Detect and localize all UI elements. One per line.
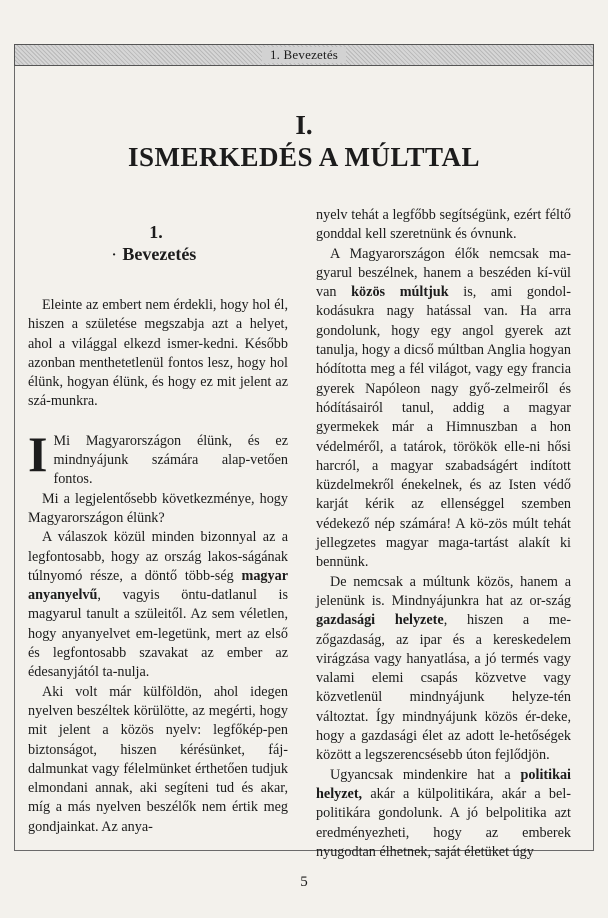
bold-term: magyar anyanyelvű <box>28 567 288 604</box>
dropcap-letter: I <box>28 425 48 482</box>
paragraph: nyelv tehát a legfőbb segítségünk, ezért féltő gonddal kell szeretnünk és óvnunk. <box>316 207 571 243</box>
text-run: is, ami gondol-kodásukra nagy hatással van. Ha arra gondolunk, hogy egy angol gyerek azt tanulja, hogy a dicső múltban Anglia hogyan hódította meg a fél világot, vagy egy francia gyerek Napóleon nagy győ-zelmeiről és hódításairól tanul, addig a magyar gyermekek már a Himnuszban a hon védelméről, a tatárok, törökök elle-ni hősi harcról, a magyar szabadságért indított küzdelmekről énekelnek, és az Isten védő karját kérik az ellenséggel szemben védekező nép számára! A kö-zös múlt tehát jellegzetes magyar maga-tartást alakít ki bennünk. <box>316 284 571 571</box>
section-number: 1. <box>149 222 163 242</box>
paragraph <box>316 766 571 862</box>
text-run: , hiszen a me-zőgazdaság, az ipar és a kereskedelem virágzása vagy hanyatlása, a jó termés vagy valami elemi csapás közvetve vagy közvetlenül mindnyájunk helyze-tén változtat. Így mindnyájunk közös ér-deke, hogy a gazdasági élet az adott le-hetőségek között a legszerencsésebb úton fejlődjön. <box>316 612 571 764</box>
bullet-dot-icon: · <box>111 247 117 263</box>
text-run: Ugyancsak mindenkire hat a <box>330 766 521 783</box>
chapter-title: ISMERKEDÉS A MÚLTTAL <box>127 142 481 172</box>
paragraph: Aki volt már külföldön, ahol idegen nyelven beszéltek körülötte, az megérti, hogy mit jelent a közös nyelv: legfőkép-pen biztonságot, hiszen kérésünket, fáj-dalmunkat vagy félelmünket érthetően tudjuk elmondani annak, aki segíteni tud és akar, míg a más nyelven beszélők nem értik meg gondjainkat. Az anya- <box>28 683 288 835</box>
page-number: 5 <box>300 874 308 890</box>
text-run: akár a külpolitikára, akár a bel-politikára gondolunk. A jó belpolitika azt eredményezheti, hogy az emberek nyugodtan élhetnek, saját életüket úgy <box>316 785 571 860</box>
left-column <box>28 296 288 837</box>
right-column <box>316 206 571 862</box>
paragraph <box>28 528 288 682</box>
bold-term: politikai helyzet, <box>316 766 571 802</box>
text-run: A Magyarországon élők nemcsak ma-gyarul beszélnek, hanem a beszéden kí-vül van <box>316 245 571 301</box>
paragraph: Eleinte az embert nem érdekli, hogy hol él, hiszen a születése megszabja azt a helyet, ahol a világgal elkezd ismer-kedni. Később azonban menthetetlenül fontos lesz, hogy hol élünk, hogyan élünk, és hogy ez mit jelent az szá-munkra. <box>28 297 288 410</box>
section-title <box>36 244 276 265</box>
text-run: , vagyis öntu-datlanul is magyarul tanult a szüleitől. Az sem véletlen, hogy anyanyelvet em-legetünk, mert az első és legfontosabb szavakat az ember az édesanyjától ta-nulja. <box>28 587 288 681</box>
dropcap-paragraph <box>28 425 288 490</box>
dropcap-paragraph-text: Mi Magyarországon élünk, és ez mindnyájunk számára alap-vetően fontos. <box>53 432 288 488</box>
chapter-number: I. <box>295 110 313 140</box>
bold-term: gazdasági helyzete <box>316 612 444 629</box>
bold-term: közös múltjuk <box>351 284 449 301</box>
running-header-title: 1. Bevezetés <box>262 47 346 63</box>
text-run: De nemcsak a múltunk közös, hanem a jelenünk is. Mindnyájunkra hat az or-szág <box>316 573 571 609</box>
paragraph: Mi a legjelentősebb következménye, hogy Magyarországon élünk? <box>28 490 288 526</box>
text-run: A válaszok közül minden bizonnyal az a legfontosabb, hogy az ország lakos-ságának túlnyomó része, a döntő több-ség <box>28 529 288 584</box>
paragraph <box>316 245 571 573</box>
paragraph <box>316 573 571 766</box>
running-header <box>14 44 594 66</box>
section-title-text: Bevezetés <box>122 244 197 264</box>
